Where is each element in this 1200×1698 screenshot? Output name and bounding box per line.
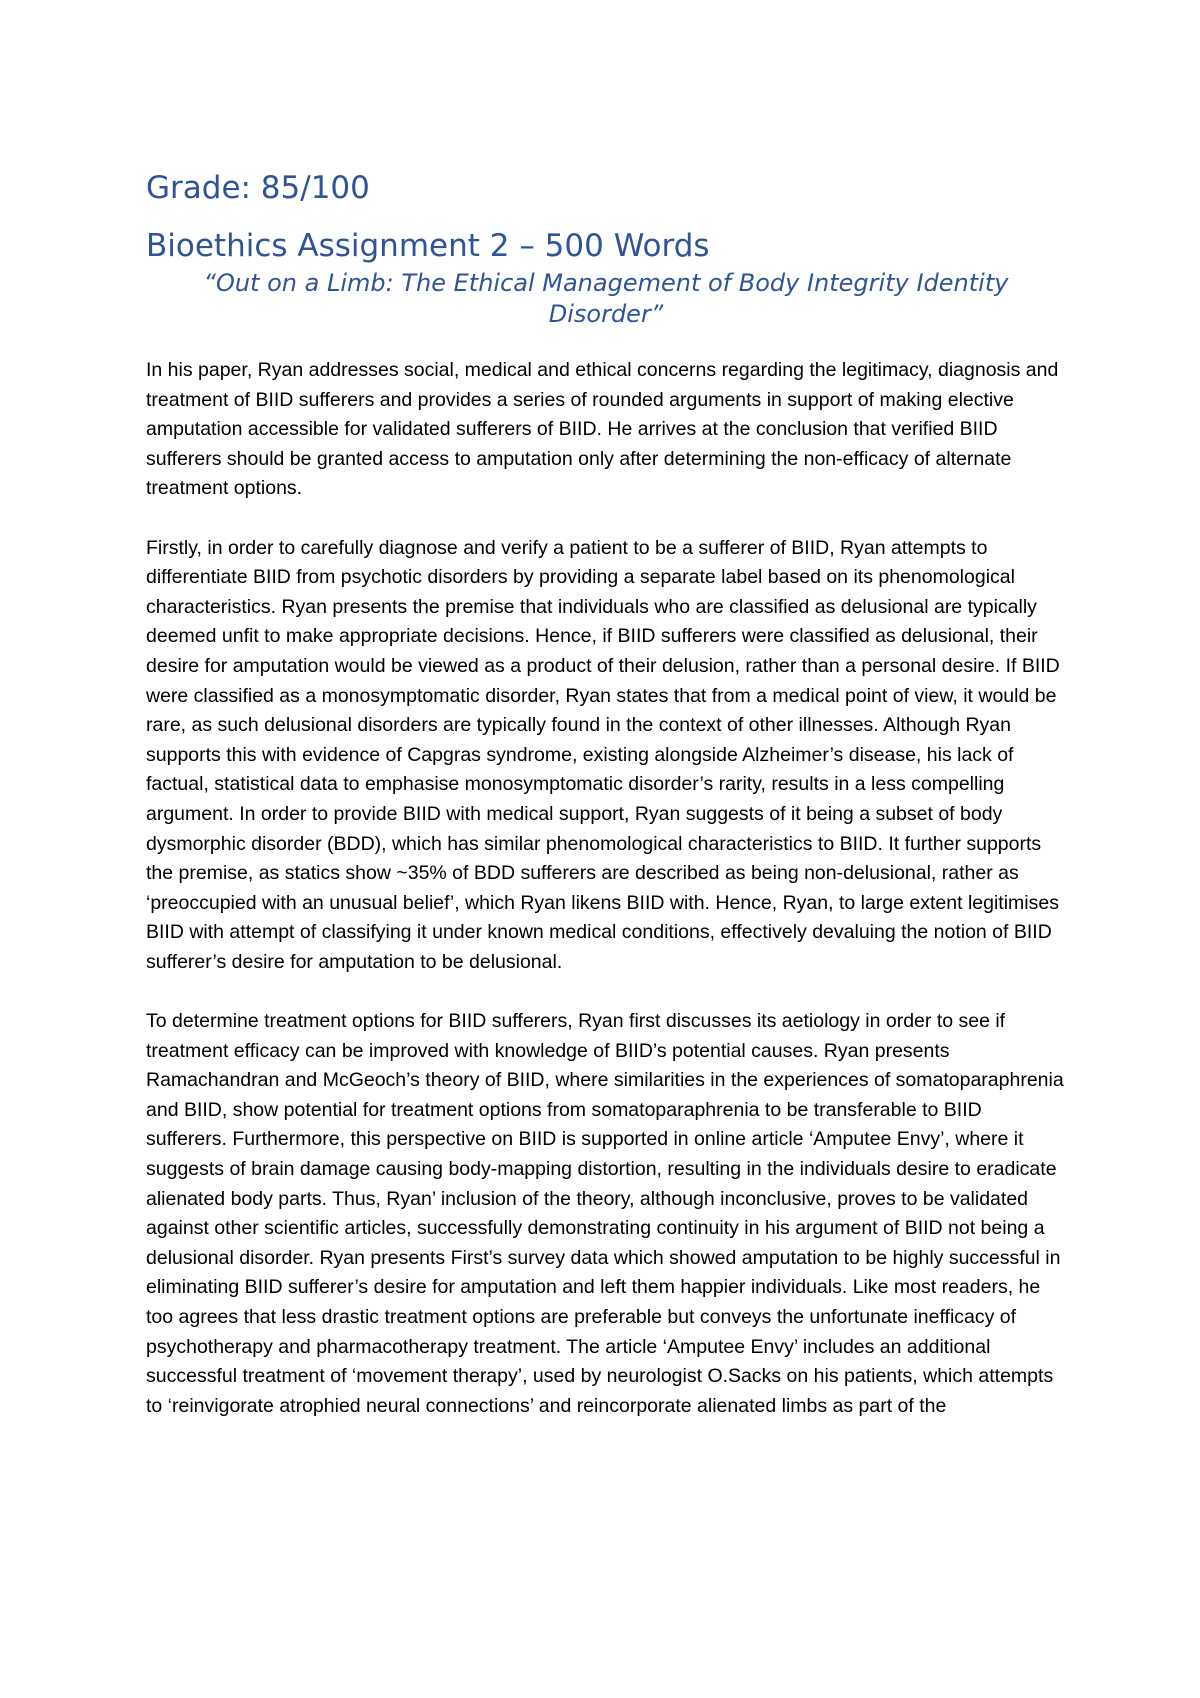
document-content — [146, 166, 1066, 1451]
paper-subtitle: “Out on a Limb: The Ethical Management of Body Integrity Identity Disorder” — [203, 269, 1009, 328]
paragraph-treatment: To determine treatment options for BIID sufferers, Ryan first discusses its aetiology in order to see if treatment efficacy can be improved with knowledge of BIID’s potential causes. Ryan presents Ramachandran and McGeoch’s theory of BIID, where similarities in the experiences of somatoparaphrenia and BIID, show potential for treatment options from somatoparaphrenia to be transferable to BIID sufferers. Furthermore, this perspective on BIID is supported in online article ‘Amputee Envy’, where it suggests of brain damage causing body-mapping distortion, resulting in the individuals desire to eradicate alienated body parts. Thus, Ryan’ inclusion of the theory, although inconclusive, proves to be validated against other scientific articles, successfully demonstrating continuity in his argument of BIID not being a delusional disorder. Ryan presents First’s survey data which showed amputation to be highly successful in eliminating BIID sufferer’s desire for amputation and left them happier individuals. Like most readers, he too agrees that less drastic treatment options are preferable but conveys the unfortunate inefficacy of psychotherapy and pharmacotherapy treatment. The article ‘Amputee Envy’ includes an additional successful treatment of ‘movement therapy’, used by neurologist O.Sacks on his patients, which attempts to ‘reinvigorate atrophied neural connections’ and reincorporate alienated limbs as part of the — [146, 1010, 1064, 1417]
paragraph-diagnosis: Firstly, in order to carefully diagnose and verify a patient to be a sufferer of BIID, Ryan attempts to differentiate BIID from psychotic disorders by providing a separate label based on its phenomological characteristics. Ryan presents the premise that individuals who are classified as delusional are typically deemed unfit to make appropriate decisions. Hence, if BIID sufferers were classified as delusional, their desire for amputation would be viewed as a product of their delusion, rather than a personal desire. If BIID were classified as a monosymptomatic disorder, Ryan states that from a medical point of view, it would be rare, as such delusional disorders are typically found in the context of other illnesses. Although Ryan supports this with evidence of Capgras syndrome, existing alongside Alzheimer’s disease, his lack of factual, statistical data to emphasise monosymptomatic disorder’s rarity, results in a less compelling argument. In order to provide BIID with medical support, Ryan suggests of it being a subset of body dysmorphic disorder (BDD), which has similar phenomological characteristics to BIID. It further supports the premise, as statics show ~35% of BDD sufferers are described as being non-delusional, rather as ‘preoccupied with an unusual belief’, which Ryan likens BIID with. Hence, Ryan, to large extent legitimises BIID with attempt of classifying it under known medical conditions, effectively devaluing the notion of BIID sufferer’s desire for amputation to be delusional. — [146, 536, 1060, 973]
assignment-title: Bioethics Assignment 2 – 500 Words — [146, 228, 710, 264]
paragraph-intro: In his paper, Ryan addresses social, medical and ethical concerns regarding the legitimacy, diagnosis and treatment of BIID sufferers and provides a series of rounded arguments in support of making elective amputation accessible for validated sufferers of BIID. He arrives at the conclusion that verified BIID sufferers should be granted access to amputation only after determining the non-efficacy of alternate treatment options. — [146, 359, 1059, 500]
grade-heading: Grade: 85/100 — [146, 170, 370, 206]
